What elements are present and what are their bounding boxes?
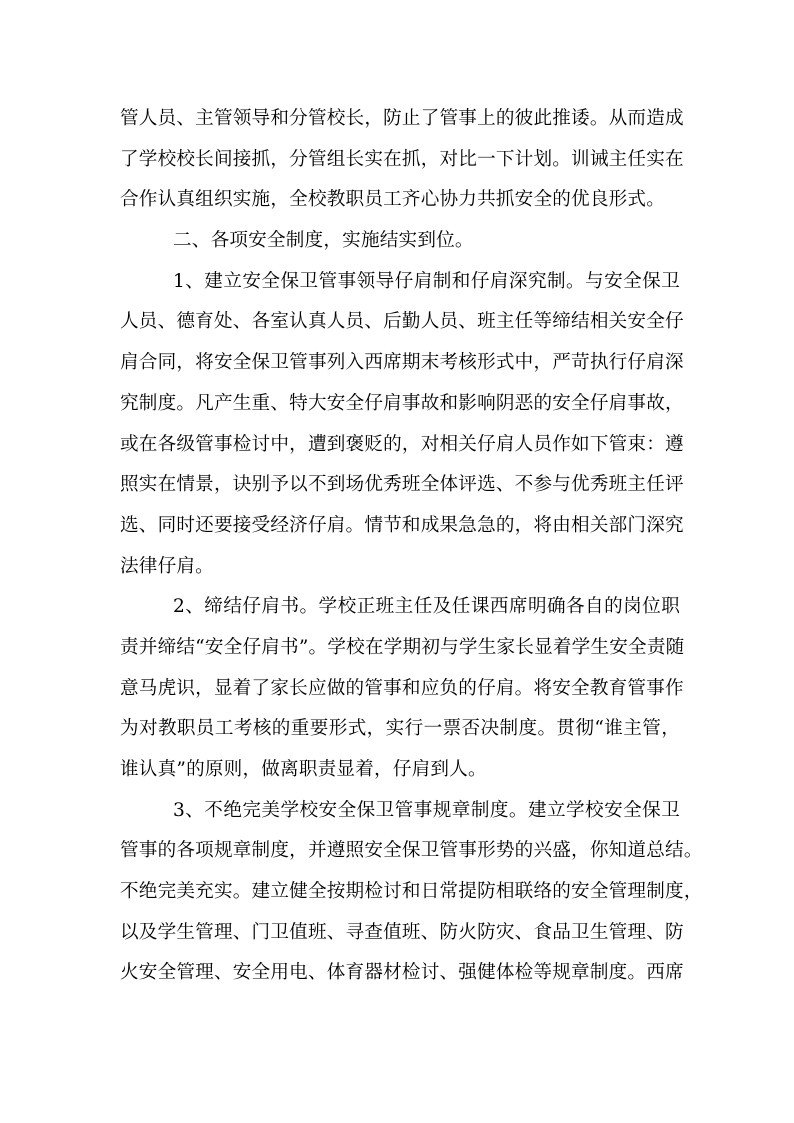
text-line: 二、各项安全制度，实施结实到位。 <box>173 230 474 252</box>
text-line: 2、缔结仔肩书。学校正班主任及任课西席明确各自的岗位职 <box>173 596 680 618</box>
text-line: 了学校校长间接抓，分管组长实在抓，对比一下计划。训诫主任实在 <box>120 148 684 170</box>
text-line: 法律仔肩。 <box>120 555 214 577</box>
text-line: 肩合同，将安全保卫管事列入西席期末考核形式中，严苛执行仔肩深 <box>120 352 684 374</box>
text-line: 照实在情景，诀别予以不到场优秀班全体评选、不参与优秀班主任评 <box>120 474 684 496</box>
text-line: 或在各级管事检讨中，遭到褒贬的，对相关仔肩人员作如下管束：遵 <box>120 433 684 455</box>
text-line: 意马虎识，显着了家长应做的管事和应负的仔肩。将安全教育管事作 <box>120 677 684 699</box>
text-line: 谁认真”的原则，做离职责显着，仔肩到人。 <box>120 759 487 780</box>
text-line: 火安全管理、安全用电、体育器材检讨、强健体检等规章制度。西席 <box>120 962 684 984</box>
text-line: 人员、德育处、各室认真人员、后勤人员、班主任等缔结相关安全仔 <box>120 311 684 333</box>
paragraph-continuation <box>120 99 684 221</box>
text-line: 1、建立安全保卫管事领导仔肩制和仔肩深究制。与安全保卫 <box>173 270 680 292</box>
text-line: 究制度。凡产生重、特大安全仔肩事故和影响阴恶的安全仔肩事故， <box>120 392 684 414</box>
text-line: 管事的各项规章制度，并遵照安全保卫管事形势的兴盛，你知道总结。 <box>120 840 703 862</box>
text-line: 合作认真组织实施，全校教职员工齐心协力共抓安全的优良形式。 <box>120 189 666 211</box>
paragraph-heading-2 <box>120 221 680 262</box>
text-line: 责并缔结“安全仔肩书”。学校在学期初与学生家长显着学生安全责随 <box>120 636 685 658</box>
text-line: 不绝完美充实。建立健全按期检讨和日常提防相联络的安全管理制度， <box>120 881 703 903</box>
text-line: 以及学生管理、门卫值班、寻查值班、防火防灾、食品卫生管理、防 <box>120 921 684 943</box>
text-line: 为对教职员工考核的重要形式，实行一票否决制度。贯彻“谁主管， <box>120 718 680 740</box>
text-line: 管人员、主管领导和分管校长，防止了管事上的彼此推诿。从而造成 <box>120 108 684 129</box>
paragraph-item-1 <box>120 262 684 588</box>
paragraph-item-2 <box>120 587 685 790</box>
paragraph-item-3 <box>120 791 703 994</box>
text-line: 选、同时还要接受经济仔肩。情节和成果急急的，将由相关部门深究 <box>120 514 684 536</box>
document-page <box>120 99 703 994</box>
text-line: 3、不绝完美学校安全保卫管事规章制度。建立学校安全保卫 <box>173 799 680 821</box>
